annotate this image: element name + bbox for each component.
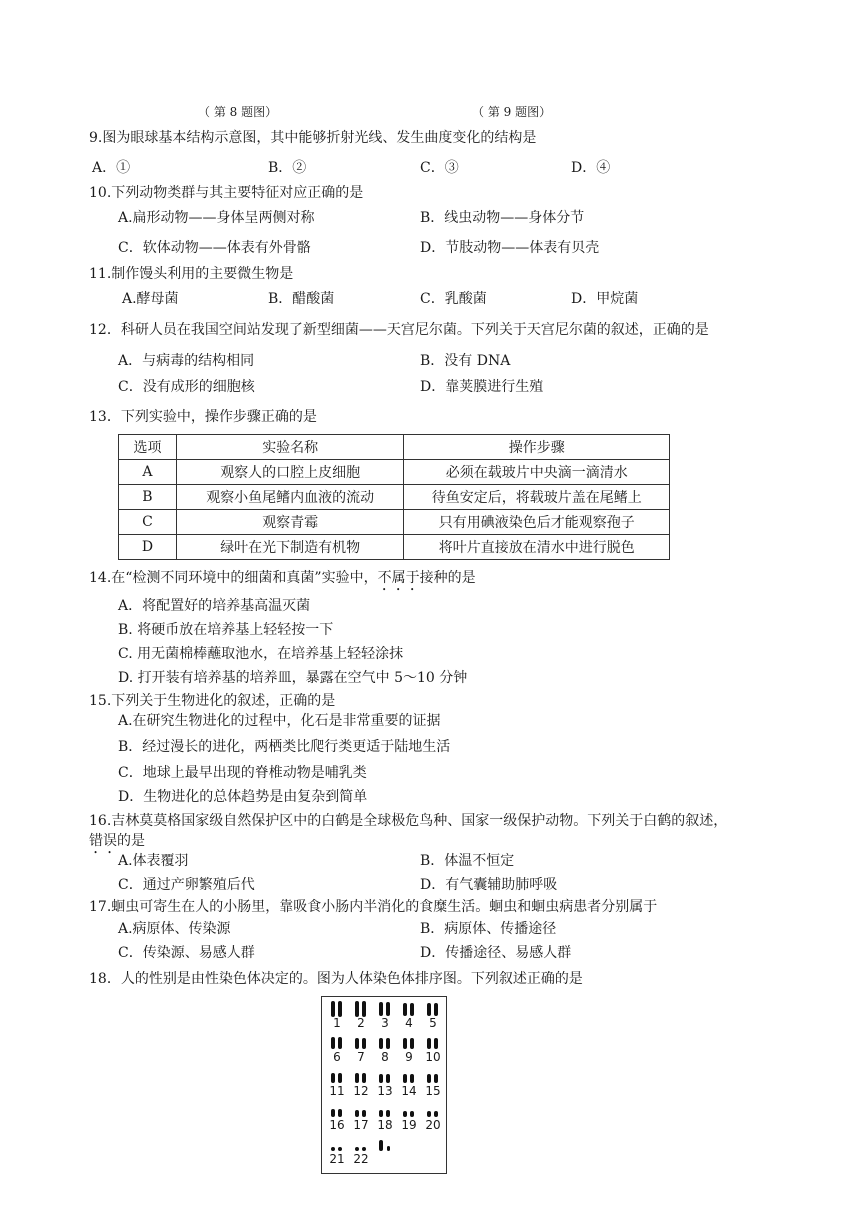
table-row [119, 485, 670, 510]
question-10-option-c: C．软体动物——体表有外骨骼 [118, 240, 311, 256]
chromosome-pair [352, 1001, 370, 1030]
chromosome-pair [352, 1069, 370, 1098]
table-row [119, 460, 670, 485]
question-16-option-c: C．通过产卵繁殖后代 [118, 877, 255, 893]
chromosome-pair [376, 1035, 394, 1064]
emphasis-text: 错误 [89, 833, 117, 849]
chromosome-pair [376, 1001, 394, 1030]
question-9-option-b: B．② [268, 160, 307, 176]
chromosome-pair [352, 1103, 370, 1132]
chromosome-pair [328, 1137, 346, 1166]
table-header-cell: 选项 [119, 435, 177, 460]
chromosome-number: 8 [381, 1050, 389, 1064]
chromosome-number: 22 [353, 1152, 369, 1166]
chromosome-icon [425, 1069, 441, 1085]
table-cell: C [119, 510, 177, 535]
chromosome-number: 12 [353, 1084, 369, 1098]
chromosome-pair [376, 1103, 394, 1132]
question-14-option-d: D. 打开装有培养基的培养皿，暴露在空气中 5～10 分钟 [118, 670, 468, 686]
chromosome-icon [377, 1103, 393, 1119]
question-9-option-c: C．③ [420, 160, 459, 176]
chromosome-icon [353, 1069, 369, 1085]
table-cell: 待鱼安定后，将载玻片盖在尾鳍上 [404, 485, 670, 510]
chromosome-icon [401, 1069, 417, 1085]
chromosome-icon [425, 1035, 441, 1051]
chromosome-icon [377, 1069, 393, 1085]
question-16-option-d: D．有气囊辅助肺呼吸 [420, 877, 558, 893]
question-12-option-a: A．与病毒的结构相同 [118, 353, 255, 369]
question-14-option-c: C. 用无菌棉棒蘸取池水，在培养基上轻轻涂抹 [118, 646, 404, 662]
chromosome-number: 5 [429, 1016, 437, 1030]
chromosome-icon [329, 1137, 345, 1153]
question-9-option-d: D．④ [571, 160, 611, 176]
figure-9-caption: （ 第 9 题图） [472, 105, 552, 119]
chromosome-number: 3 [381, 1016, 389, 1030]
chromosome-pair [400, 1001, 418, 1030]
chromosome-icon [377, 1001, 393, 1017]
table-header-cell: 实验名称 [176, 435, 404, 460]
chromosome-icon [329, 1103, 345, 1119]
table-cell: 将叶片直接放在清水中进行脱色 [404, 535, 670, 560]
chromosome-pair [400, 1103, 418, 1132]
question-14-option-b: B. 将硬币放在培养基上轻轻按一下 [118, 622, 334, 638]
question-15-option-a: A.在研究生物进化的过程中，化石是非常重要的证据 [118, 713, 441, 729]
chromosome-icon [401, 1001, 417, 1017]
chromosome-number: 1 [333, 1016, 341, 1030]
question-12-option-c: C．没有成形的细胞核 [118, 379, 255, 395]
question-10-option-a: A.扁形动物——身体呈两侧对称 [118, 210, 315, 226]
question-11-option-d: D．甲烷菌 [571, 291, 639, 307]
emphasis-text: 不属于 [377, 570, 420, 586]
chromosome-pair [424, 1001, 442, 1030]
question-11-option-a: A.酵母菌 [122, 291, 179, 307]
table-cell: 必须在载玻片中央滴一滴清水 [404, 460, 670, 485]
table-header-cell: 操作步骤 [404, 435, 670, 460]
question-16-option-b: B．体温不恒定 [420, 853, 515, 869]
chromosome-pair [328, 1001, 346, 1030]
question-10-option-d: D．节肢动物——体表有贝壳 [420, 240, 600, 256]
question-14-stem [89, 568, 476, 594]
chromosome-number: 9 [405, 1050, 413, 1064]
table-cell: A [119, 460, 177, 485]
chromosome-icon [329, 1069, 345, 1085]
question-13-stem: 13．下列实验中，操作步骤正确的是 [89, 409, 317, 425]
question-9-option-a: A．① [92, 160, 131, 176]
chromosome-number: 2 [357, 1016, 365, 1030]
chromosome-number: 20 [425, 1118, 441, 1132]
question-10-option-b: B．线虫动物——身体分节 [420, 210, 585, 226]
table-cell: 只有用碘液染色后才能观察孢子 [404, 510, 670, 535]
table-header-row [119, 435, 670, 460]
question-11-stem: 11.制作馒头利用的主要微生物是 [89, 266, 294, 282]
figure-8-caption: （ 第 8 题图） [198, 105, 278, 119]
karyotype-figure [321, 996, 447, 1174]
question-15-stem: 15.下列关于生物进化的叙述，正确的是 [89, 693, 336, 709]
table-cell: D [119, 535, 177, 560]
question-10-stem: 10.下列动物类群与其主要特征对应正确的是 [89, 185, 364, 201]
chromosome-number: 18 [377, 1118, 393, 1132]
chromosome-number: 7 [357, 1050, 365, 1064]
chromosome-pair [400, 1035, 418, 1064]
chromosome-number: 19 [401, 1118, 417, 1132]
table-row [119, 510, 670, 535]
chromosome-number: 16 [329, 1118, 345, 1132]
chromosome-pair [424, 1103, 442, 1132]
chromosome-icon [329, 1035, 345, 1051]
sex-chromosomes [376, 1137, 394, 1153]
chromosome-pair [376, 1069, 394, 1098]
chromosome-icon [353, 1035, 369, 1051]
question-15-option-d: D．生物进化的总体趋势是由复杂到简单 [118, 789, 368, 805]
question-12-option-d: D．靠荚膜进行生殖 [420, 379, 544, 395]
question-18-stem: 18．人的性别是由性染色体决定的。图为人体染色体排序图。下列叙述正确的是 [89, 971, 583, 987]
chromosome-icon [377, 1035, 393, 1051]
question-14-option-a: A．将配置好的培养基高温灭菌 [118, 598, 311, 614]
chromosome-icon [329, 1001, 345, 1017]
question-16-option-a: A.体表覆羽 [118, 853, 189, 869]
table-cell: 观察青霉 [176, 510, 404, 535]
chromosome-number: 6 [333, 1050, 341, 1064]
chromosome-pair [424, 1035, 442, 1064]
chromosome-icon [353, 1137, 369, 1153]
question-9-stem: 9.图为眼球基本结构示意图，其中能够折射光线、发生曲度变化的结构是 [89, 130, 537, 146]
question-17-option-d: D．传播途径、易感人群 [420, 945, 572, 961]
question-17-option-c: C．传染源、易感人群 [118, 945, 255, 961]
question-16-stem: 16.吉林莫莫格国家级自然保护区中的白鹤是全球极危鸟种、国家一级保护动物。下列关于白鹤的叙述， [89, 813, 728, 829]
question-11-option-c: C．乳酸菌 [420, 291, 487, 307]
chromosome-number: 21 [329, 1152, 345, 1166]
chromosome-number: 13 [377, 1084, 393, 1098]
chromosome-icon [377, 1137, 393, 1153]
chromosome-pair [328, 1035, 346, 1064]
stem-text: 的是 [117, 833, 145, 849]
chromosome-pair [328, 1069, 346, 1098]
question-17-option-b: B．病原体、传播途径 [420, 921, 557, 937]
question-12-stem: 12．科研人员在我国空间站发现了新型细菌——天宫尼尔菌。下列关于天宫尼尔菌的叙述，正确的是 [89, 322, 709, 338]
table-cell: 绿叶在光下制造有机物 [176, 535, 404, 560]
chromosome-icon [401, 1035, 417, 1051]
question-17-option-a: A.病原体、传染源 [118, 921, 231, 937]
stem-text: 14.在“检测不同环境中的细菌和真菌”实验中， [89, 570, 378, 586]
stem-text: 接种的是 [419, 570, 476, 586]
question-12-option-b: B．没有 DNA [420, 353, 511, 369]
chromosome-number: 17 [353, 1118, 369, 1132]
chromosome-pair [400, 1069, 418, 1098]
chromosome-icon [353, 1001, 369, 1017]
chromosome-icon [425, 1103, 441, 1119]
chromosome-number: 4 [405, 1016, 413, 1030]
chromosome-pair [352, 1035, 370, 1064]
chromosome-pair [328, 1103, 346, 1132]
table-cell: B [119, 485, 177, 510]
chromosome-icon [425, 1001, 441, 1017]
table-row [119, 535, 670, 560]
chromosome-number: 14 [401, 1084, 417, 1098]
chromosome-pair [424, 1069, 442, 1098]
chromosome-icon [353, 1103, 369, 1119]
chromosome-pair [352, 1137, 370, 1166]
chromosome-number: 15 [425, 1084, 441, 1098]
question-15-option-c: C．地球上最早出现的脊椎动物是哺乳类 [118, 765, 367, 781]
experiment-table [118, 434, 670, 560]
chromosome-number: 10 [425, 1050, 441, 1064]
table-cell: 观察人的口腔上皮细胞 [176, 460, 404, 485]
chromosome-number: 11 [329, 1084, 345, 1098]
question-17-stem: 17.蛔虫可寄生在人的小肠里，靠吸食小肠内半消化的食糜生活。蛔虫和蛔虫病患者分别属于 [89, 899, 658, 915]
chromosome-icon [401, 1103, 417, 1119]
question-15-option-b: B．经过漫长的进化，两栖类比爬行类更适于陆地生活 [118, 739, 451, 755]
table-cell: 观察小鱼尾鳍内血液的流动 [176, 485, 404, 510]
question-11-option-b: B．醋酸菌 [268, 291, 335, 307]
